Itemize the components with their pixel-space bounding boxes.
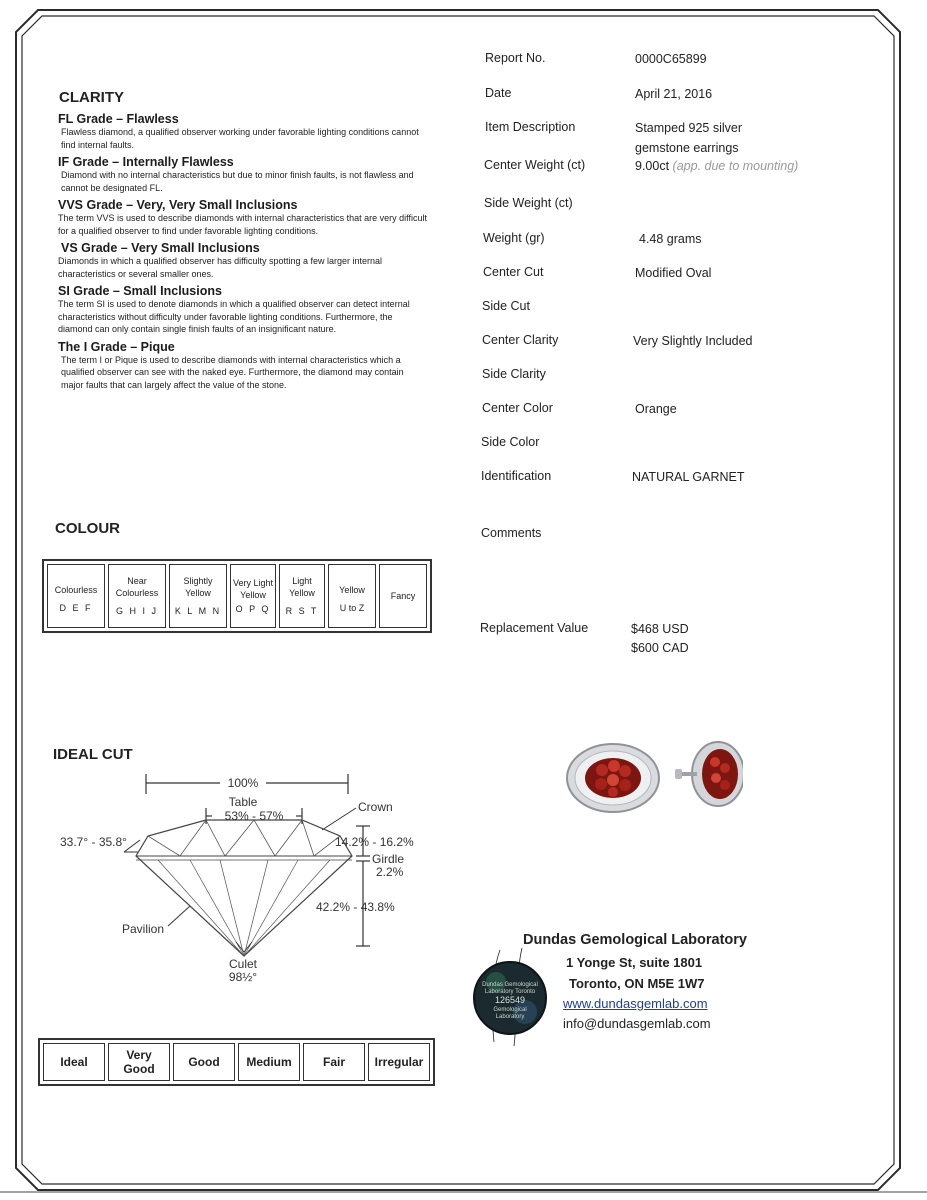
center-color-value: Orange — [635, 402, 677, 416]
pavilion-label: Pavilion — [122, 922, 165, 936]
cut-grade-irregular: Irregular — [368, 1043, 430, 1081]
culet-label: Culet — [228, 957, 258, 971]
center-weight-value — [635, 159, 798, 173]
center-cut-label: Center Cut — [483, 265, 544, 279]
weight-value: 4.48 grams — [639, 232, 702, 246]
comments-label: Comments — [481, 526, 542, 540]
seal-text-line: Gemological — [493, 1007, 527, 1013]
colour-cell-colourless — [47, 564, 105, 628]
cut-grade-medium: Medium — [238, 1043, 300, 1081]
cut-grade-ideal: Ideal — [43, 1043, 105, 1081]
girdle-pct-label: 2.2% — [376, 865, 404, 879]
center-color-label: Center Color — [482, 401, 553, 415]
side-cut-label: Side Cut — [482, 299, 530, 313]
cut-grade-good: Good — [173, 1043, 235, 1081]
replacement-value-cad: $600 CAD — [631, 641, 689, 655]
clarity-grade-fl — [58, 112, 428, 151]
center-weight-label: Center Weight (ct) — [484, 158, 586, 172]
grade-desc: The term VVS is used to describe diamonds with internal characteristics that are very difficult for a qualified observer to find under favorable lighting conditions. — [58, 213, 427, 236]
weight-label: Weight (gr) — [483, 231, 545, 245]
lab-email[interactable]: info@dundasgemlab.com — [563, 1016, 711, 1031]
report-no-label: Report No. — [485, 51, 546, 65]
colour-cell-name: Very Light Yellow — [232, 578, 274, 600]
item-description-value: Stamped 925 silver — [635, 121, 743, 135]
report-no-value: 0000C65899 — [635, 52, 707, 66]
grade-title: VS Grade – Very Small Inclusions — [61, 241, 260, 255]
width-label: 100% — [227, 776, 259, 790]
crown-label: Crown — [358, 800, 393, 814]
lab-name: Dundas Gemological Laboratory — [523, 932, 747, 948]
lab-address-line1: 1 Yonge St, suite 1801 — [566, 955, 703, 970]
replacement-value-usd: $468 USD — [631, 622, 689, 636]
colour-cell-name: Yellow — [339, 585, 365, 595]
colour-cell-grades: G H I J — [115, 606, 158, 616]
seal-text-line: Laboratory Toronto — [484, 989, 536, 995]
colour-cell-fancy — [379, 564, 427, 628]
center-clarity-label: Center Clarity — [482, 333, 559, 347]
table-pct-label: 53% - 57% — [224, 809, 284, 823]
colour-cell-name: Near Colourless — [115, 576, 159, 598]
seal-text-line: Dundas Gemological — [482, 982, 538, 988]
lab-website-link[interactable]: www.dundasgemlab.com — [563, 996, 708, 1011]
center-clarity-value: Very Slightly Included — [633, 334, 753, 348]
center-weight-ct: 9.00ct — [635, 159, 670, 173]
clarity-grade-if — [58, 155, 428, 194]
colour-cell-yellow — [328, 564, 376, 628]
colour-cell-light-yellow — [279, 564, 325, 628]
grade-title: IF Grade – Internally Flawless — [58, 155, 234, 169]
clarity-title: CLARITY — [59, 89, 124, 106]
colour-cell-slightly-yellow — [169, 564, 227, 628]
colour-cell-very-light-yellow — [230, 564, 276, 628]
diamond-diagram — [40, 768, 440, 988]
pavilion-pct-label: 42.2% - 43.8% — [316, 900, 395, 914]
cut-grade-fair: Fair — [303, 1043, 365, 1081]
lab-address-line2: Toronto, ON M5E 1W7 — [569, 976, 705, 991]
clarity-grades — [58, 112, 428, 391]
colour-cell-grades: D E F — [59, 603, 93, 613]
colour-cell-grades: O P Q — [235, 604, 271, 614]
cut-grade-very-good: Very Good — [108, 1043, 170, 1081]
colour-cell-grades: R S T — [285, 606, 319, 616]
grade-desc: The term I or Pique is used to describe diamonds with internal characteristics which a qualified observer can see with the naked eye. Furthermore, the diamond may contain major faults that can largely affect the value of the stone. — [61, 354, 404, 390]
grade-title: VVS Grade – Very, Very Small Inclusions — [58, 198, 298, 212]
item-description-value-line2: gemstone earrings — [635, 141, 739, 155]
center-cut-value: Modified Oval — [635, 266, 712, 280]
cut-grade-table — [38, 1038, 435, 1086]
grade-title: SI Grade – Small Inclusions — [58, 284, 222, 298]
grade-desc: Diamond with no internal characteristics but due to minor finish faults, is not flawless and cannot be designated FL. — [61, 170, 414, 193]
culet-pct-label: 98½° — [228, 970, 258, 984]
girdle-label: Girdle — [372, 852, 405, 866]
seal-text-number: 126549 — [494, 995, 526, 1005]
side-color-label: Side Color — [481, 435, 540, 449]
identification-value: NATURAL GARNET — [632, 470, 745, 484]
clarity-grade-i — [58, 340, 428, 392]
clarity-grade-si — [58, 284, 428, 336]
table-label: Table — [228, 795, 258, 809]
seal-text-line: Laboratory — [495, 1014, 525, 1020]
side-weight-label: Side Weight (ct) — [484, 196, 573, 210]
colour-cell-near-colourless — [108, 564, 166, 628]
colour-title: COLOUR — [55, 520, 120, 537]
hologram-seal-icon — [470, 942, 550, 1047]
crown-angle-label: 33.7° - 35.8° — [60, 835, 127, 849]
colour-cell-name: Slightly Yellow — [183, 576, 213, 598]
clarity-grade-vs — [58, 241, 428, 280]
grade-title: FL Grade – Flawless — [58, 112, 179, 126]
colour-scale-table — [42, 559, 432, 633]
side-clarity-label: Side Clarity — [482, 367, 546, 381]
date-value: April 21, 2016 — [635, 87, 713, 101]
colour-cell-grades: U to Z — [339, 603, 365, 613]
grade-desc: Flawless diamond, a qualified observer working under favorable lighting conditions cannot find internal faults. — [61, 127, 419, 150]
date-label: Date — [485, 86, 512, 100]
colour-cell-name: Light Yellow — [289, 576, 315, 598]
item-description-label: Item Description — [485, 120, 576, 134]
grade-desc: Diamonds in which a qualified observer has difficulty spotting a few larger internal characteristics or several smaller ones. — [58, 256, 383, 279]
earring-photo — [553, 738, 743, 818]
identification-label: Identification — [481, 469, 552, 483]
grade-desc: The term SI is used to denote diamonds in which a qualified observer can detect internal characteristics without difficulty under favorable lighting conditions. Furthermore, the diamond can only contain single finish faults of an insignificant nature. — [58, 299, 410, 334]
grade-title: The I Grade – Pique — [58, 339, 175, 354]
center-weight-note: (app. due to mounting) — [672, 159, 799, 173]
colour-cell-name: Colourless — [54, 585, 98, 595]
ideal-cut-title: IDEAL CUT — [53, 746, 133, 763]
clarity-grade-vvs — [58, 198, 428, 237]
crown-pct-label: 14.2% - 16.2% — [335, 835, 414, 849]
colour-cell-grades: K L M N — [174, 606, 222, 616]
replacement-value-label: Replacement Value — [480, 621, 589, 635]
colour-cell-name: Fancy — [390, 591, 416, 601]
